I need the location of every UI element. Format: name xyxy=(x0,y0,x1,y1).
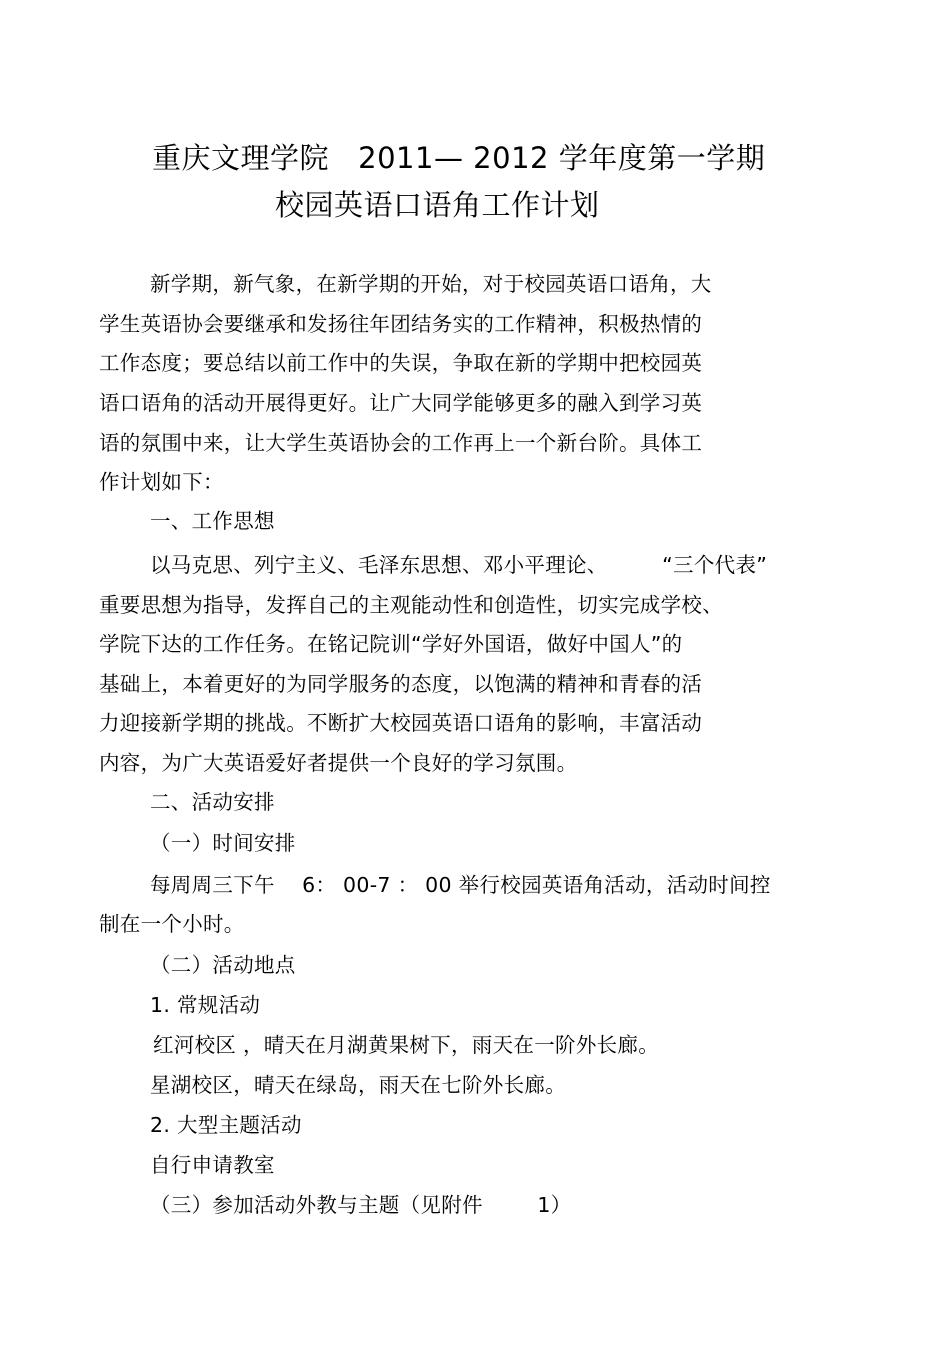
subsection-heading: （二）活动地点 xyxy=(150,953,296,977)
body-line: 自行申请教室 xyxy=(150,1153,275,1177)
document-title-line-1: 重庆文理学院 2011— 2012 学年度第一学期 xyxy=(152,141,766,175)
body-line: 作计划如下： xyxy=(99,470,224,494)
body-line: 基础上，本着更好的为同学服务的态度，以饱满的精神和青春的活 xyxy=(99,672,703,696)
section-heading: 一、工作思想 xyxy=(150,509,275,533)
body-line: 红河校区 ，晴天在月湖黄果树下，雨天在一阶外长廊。 xyxy=(153,1033,660,1057)
subsection-heading: （三）参加活动外教与主题（见附件 1） xyxy=(150,1193,572,1217)
body-line: 工作态度；要总结以前工作中的失误，争取在新的学期中把校园英 xyxy=(99,351,703,375)
section-heading: 二、活动安排 xyxy=(150,790,275,814)
body-line: 语的氛围中来，让大学生英语协会的工作再上一个新台阶。具体工 xyxy=(99,431,703,455)
body-line: 新学期，新气象，在新学期的开始，对于校园英语口语角，大 xyxy=(150,272,712,296)
body-line: 内容，为广大英语爱好者提供一个良好的学习氛围。 xyxy=(99,751,578,775)
body-line: 以马克思、列宁主义、毛泽东思想、邓小平理论、 “三个代表” xyxy=(150,553,768,577)
document-title-line-2: 校园英语口语角工作计划 xyxy=(275,188,600,222)
list-item: 2. 大型主题活动 xyxy=(150,1113,302,1137)
body-line: 制在一个小时。 xyxy=(99,912,245,936)
body-line: 力迎接新学期的挑战。不断扩大校园英语口语角的影响，丰富活动 xyxy=(99,711,703,735)
body-line: 重要思想为指导，发挥自己的主观能动性和创造性，切实完成学校、 xyxy=(99,593,723,617)
body-line: 语口语角的活动开展得更好。让广大同学能够更多的融入到学习英 xyxy=(99,391,703,415)
body-line: 星湖校区，晴天在绿岛，雨天在七阶外长廊。 xyxy=(150,1073,566,1097)
body-line: 学院下达的工作任务。在铭记院训“学好外国语，做好中国人”的 xyxy=(99,632,683,656)
list-item: 1. 常规活动 xyxy=(150,993,261,1017)
subsection-heading: （一）时间安排 xyxy=(150,831,296,855)
body-line: 每周周三下午 6： 00-7 ： 00 举行校园英语角活动，活动时间控 xyxy=(150,873,771,897)
body-line: 学生英语协会要继承和发扬往年团结务实的工作精神，积极热情的 xyxy=(99,312,703,336)
